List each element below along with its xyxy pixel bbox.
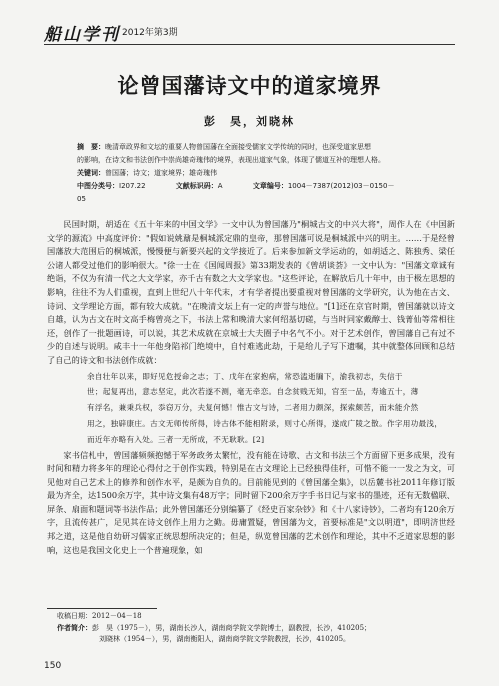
quoted-passage-line-3: 有浮名，兼秉兵权，忝窃万分，夫复何憾！惟古文与诗，二者用力颇深，探索颇苦，而未能介然 bbox=[87, 403, 419, 413]
classification-line bbox=[77, 180, 431, 206]
keywords-line bbox=[77, 167, 431, 180]
abstract-block bbox=[77, 141, 431, 206]
article-id-label: 文章编号： bbox=[252, 182, 288, 190]
header-divider bbox=[44, 44, 455, 45]
quoted-passage-line-5: 而近年亦略有入处。三者一无所成，不无耿耿。[2] bbox=[87, 434, 265, 444]
article-title: 论曾国藩诗文中的道家境界 bbox=[117, 74, 382, 98]
journal-header bbox=[44, 20, 455, 44]
quoted-passage-line-4: 用之，独辟康庄。古文无师传所得，诗古体不能相附录，则寸心所得，遂成广陵之散。作字用功最浅， bbox=[87, 418, 443, 428]
page-number: 150 bbox=[44, 661, 62, 671]
abstract-text-1: 晚清章政界和文坛的重要人物曾国藩在全面接受儒家文学传统的同时，也深受道家思想 bbox=[105, 143, 371, 151]
footnotes bbox=[57, 611, 459, 645]
abstract-label: 摘 要： bbox=[77, 143, 105, 151]
article-body bbox=[47, 218, 455, 557]
doc-code-item bbox=[176, 182, 237, 190]
keywords-text: 曾国藩；诗文；道家境界；雄奇瑰伟 bbox=[105, 169, 217, 177]
doc-code-value: A bbox=[217, 182, 223, 190]
body-paragraph-1: 民国时期，胡适在《五十年来的中国文学》一文中认为曾国藩乃"桐城古文的中兴大将"，周作人在《中国新文学的源流》中高度评价："假如说姚鼐是桐城派定鼎的皇帝，那曾国藩可说是桐城派中兴的明主。……于是经曾国藩放大范围后的桐城派，慢慢便与新要兴起的文学接近了。后来参加新文学运动的，如胡适之、陈独秀、梁任公诸人都受过他们的影响很大。"徐一士在《国闻周报》第33期发表的《曾胡谈荟》一文中认为："国藩文章诚有绝诣，不仅为有清一代之大文学家，亦千古有数之大文学家也。"这些评论，在解放后几十年中，由于极左思想的影响，往往不为人们重视，直到上世纪八十年代末，才有学者提出要重视对曾国藩的文学研究，认为他在古文、诗词、文学理论方面，都有较大成就。"在晚清文坛上有一定的声誉与地位。"[1]还在京官时期，曾国藩就以诗文自雄，认为古文在时文高手梅曾亮之下，书法上常和晚清大家何绍基切磋，与当时同家戴醇士、钱菁仙等常相往还，创作了一批题画诗，可以说，其艺术成就在京城士大夫圈子中名气不小。对于艺术创作，曾国藩自己有过不少的自述与说明。咸丰十一年他身陷祁门绝境中，自忖难逃此劫，于是给儿子写下遗嘱，其中就整体回顾和总结了自己的诗文和书法创作成就： bbox=[47, 219, 455, 365]
clc-label: 中图分类号： bbox=[77, 182, 119, 190]
abstract-line-1 bbox=[77, 141, 431, 154]
body-paragraph-2: 家书信札中，曾国藩频频抱憾于军务政务太繁忙，没有能在诗歌、古文和书法三个方面留下更多成果，没有时间和精力将多年的理论心得付之于创作实践，特别是在古文理论上已经独得佳秆，可惜不能一一发之为文，可见他对自己艺术上的修养和创作水平，是颇为自负的。目前能见到的《曾国藩全集》，以岳麓书社2011年修订版最为齐全，达1500余万字，其中诗文集有48万字；同时留下200余万字手书日记与家书的墨迹，还有无数楹联、屏条、扇面和题词等书法作品；此外曾国藩还分别编纂了《经史百家杂钞》和《十八家诗钞》，二者均有120余万字，且流传甚广，足见其在诗文创作上用力之勤。毋庸置疑，曾国藩为文，首要标准是"文以明道"，即明济世经邦之道，这是他自幼研习儒家正统思想所决定的；但是，纵览曾国藩的艺术创作和理论，其中不乏道家思想的影响，这也是我国文化史上一个普遍现象，如 bbox=[47, 449, 455, 555]
abstract-line-2: 的影响，在诗文和书法创作中崇尚雄奇瑰伟的境界，表现出道家气象，体现了儒道互补的理想人格。 bbox=[77, 156, 385, 164]
issue-label: 2012年第3期 bbox=[122, 28, 178, 38]
received-date: 收稿日期：2012－04－18 bbox=[57, 612, 142, 620]
journal-logo: 船山学刊 bbox=[44, 25, 120, 45]
footnote-divider bbox=[47, 608, 157, 609]
author-info-2: 刘晓林（1954－），男，湖南衡阳人，湖南商学院文学院教授，长沙，410205。 bbox=[99, 635, 351, 643]
article-authors: 彭 昊，刘晓林 bbox=[204, 115, 295, 128]
author-info-label: 作者简介： bbox=[57, 623, 92, 632]
clc-item bbox=[77, 182, 160, 190]
quoted-passage-line-2: 世；起复再出，意志坚定，此次若遂不测，毫无牵恋。自念贫贱无知，官至一品，寿逾五十，薄 bbox=[87, 387, 419, 397]
author-info-1-text: 彭 昊（1975－），男，湖南长沙人，湖南商学院文学院博士，副教授，长沙，410205； bbox=[92, 624, 372, 632]
author-info-1 bbox=[57, 622, 459, 634]
quoted-passage-line-1: 余自壮年以来，即好见危授命之志；丁、戊年在家抱病，常恐溘逝牖下，渝我初志，失信于 bbox=[87, 371, 403, 381]
article-id-value: 1004－7387(2012)03－0150－05 bbox=[77, 182, 395, 203]
doc-code-label: 文献标识码： bbox=[175, 182, 218, 190]
keywords-label: 关键词： bbox=[77, 169, 105, 177]
clc-value: I207.22 bbox=[119, 182, 146, 190]
